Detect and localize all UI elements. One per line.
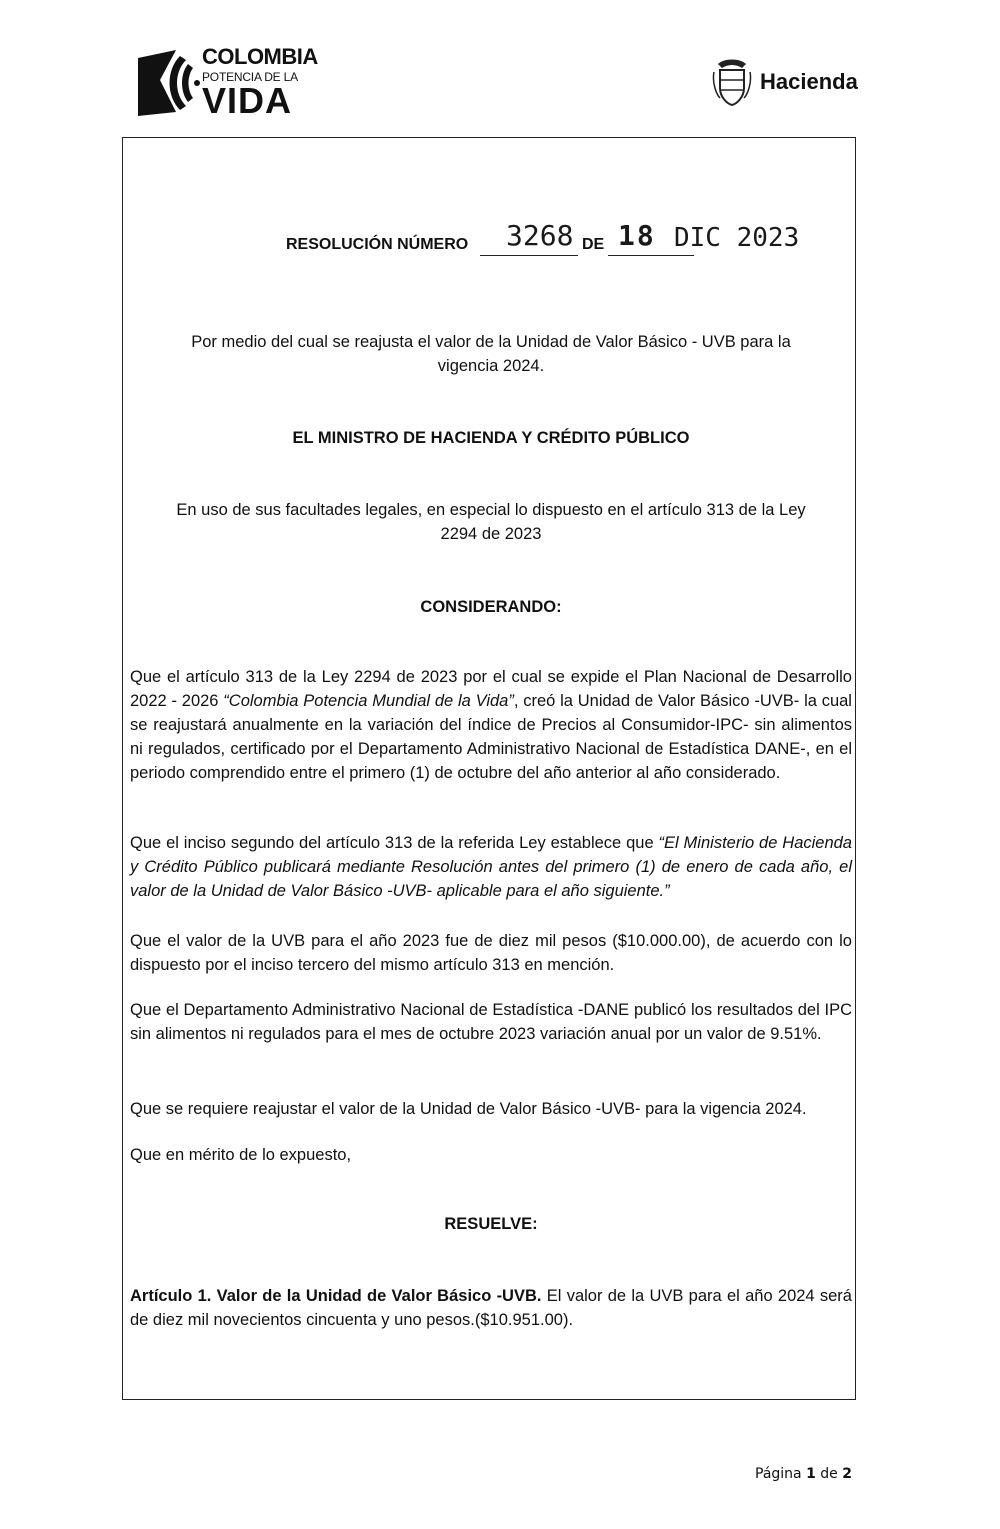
p2-text-a: Que el inciso segundo del artículo 313 de la referida Ley establece que <box>130 834 659 852</box>
page-total: 2 <box>842 1466 852 1482</box>
considerando-paragraph-3: Que el valor de la UVB para el año 2023 fue de diez mil pesos ($10.000.00), de acuerdo con lo dispuesto por el inciso tercero del mismo artículo 313 en mención. <box>130 932 852 974</box>
considerando-paragraph-2 <box>130 831 852 903</box>
resolution-number: 3268 <box>506 219 574 252</box>
subject-line-2: vigencia 2024. <box>437 357 545 375</box>
of-word: de <box>820 1466 838 1482</box>
page-header <box>0 0 1000 130</box>
considerando-paragraph-5: Que se requiere reajustar el valor de la Unidad de Valor Básico -UVB- para la vigencia 2024. <box>130 1100 807 1118</box>
page-footer <box>755 1466 852 1482</box>
resolution-month-year: DIC 2023 <box>674 223 800 253</box>
colombia-logo-icon <box>136 50 200 116</box>
p1-text-a: Que el artículo 313 de la Ley 2294 de 2023 por el cual se expide el Plan Nacional de Desarrollo 2022 - 2026 <box>130 668 852 710</box>
article-1-title: Artículo 1. Valor de la Unidad de Valor Básico -UVB. <box>130 1287 542 1305</box>
legal-powers <box>130 498 852 546</box>
considerando-paragraph-1 <box>130 665 852 785</box>
hacienda-label: Hacienda <box>760 69 858 94</box>
logo-text-colombia: COLOMBIA <box>202 44 318 69</box>
considerando-paragraph-6: Que en mérito de lo expuesto, <box>130 1146 352 1164</box>
subject-line-1: Por medio del cual se reajusta el valor de la Unidad de Valor Básico - UVB para la <box>191 333 791 351</box>
p2-quote: “El Ministerio de Hacienda y Crédito Público publicará mediante Resolución antes del primero (1) de enero de cada año, el valor de la Unidad de Valor Básico -UVB- aplicable para el año siguiente.” <box>130 834 852 900</box>
p1-text-b: , creó la Unidad de Valor Básico -UVB- la cual se reajustará anualmente en la variación del índice de Precios al Consumidor-IPC- sin alimentos ni regulados, certificado por el Departamento Administrativo Nacional de Estadística DANE-, en el periodo comprendido entre el primero (1) de octubre del año anterior al año considerado. <box>130 692 852 782</box>
resuelve-heading: RESUELVE: <box>444 1215 538 1233</box>
considerando-paragraph-4: Que el Departamento Administrativo Nacional de Estadística -DANE publicó los resultados del IPC sin alimentos ni regulados para el mes de octubre 2023 variación anual por un valor de 9.51%. <box>130 1001 852 1043</box>
number-underline <box>480 255 578 256</box>
powers-line-2: 2294 de 2023 <box>440 525 542 543</box>
page-word: Página <box>755 1466 802 1482</box>
article-1-text: El valor de la UVB para el año 2024 será de diez mil novecientos cincuenta y uno pesos.($10.951.00). <box>130 1287 852 1329</box>
p1-quote: “Colombia Potencia Mundial de la Vida” <box>223 692 514 710</box>
resolution-subject <box>130 330 852 378</box>
resolution-label: RESOLUCIÓN NÚMERO <box>286 236 469 253</box>
considerando-heading: CONSIDERANDO: <box>420 598 562 616</box>
page-number: 1 <box>806 1466 816 1482</box>
resolution-title <box>286 215 806 265</box>
authority-heading: EL MINISTRO DE HACIENDA Y CRÉDITO PÚBLICO <box>292 429 690 447</box>
hacienda-logo <box>712 58 872 108</box>
article-1 <box>130 1284 852 1332</box>
date-underline <box>608 255 694 256</box>
de-label: DE <box>582 236 605 253</box>
powers-line-1: En uso de sus facultades legales, en especial lo dispuesto en el artículo 313 de la Ley <box>176 501 806 519</box>
coat-of-arms-icon <box>712 58 752 106</box>
logo-text-potencia: POTENCIA DE LA <box>202 70 298 84</box>
resolution-day: 18 <box>618 219 656 252</box>
logo-text-vida: VIDA <box>202 80 293 121</box>
colombia-potencia-logo <box>136 44 336 122</box>
